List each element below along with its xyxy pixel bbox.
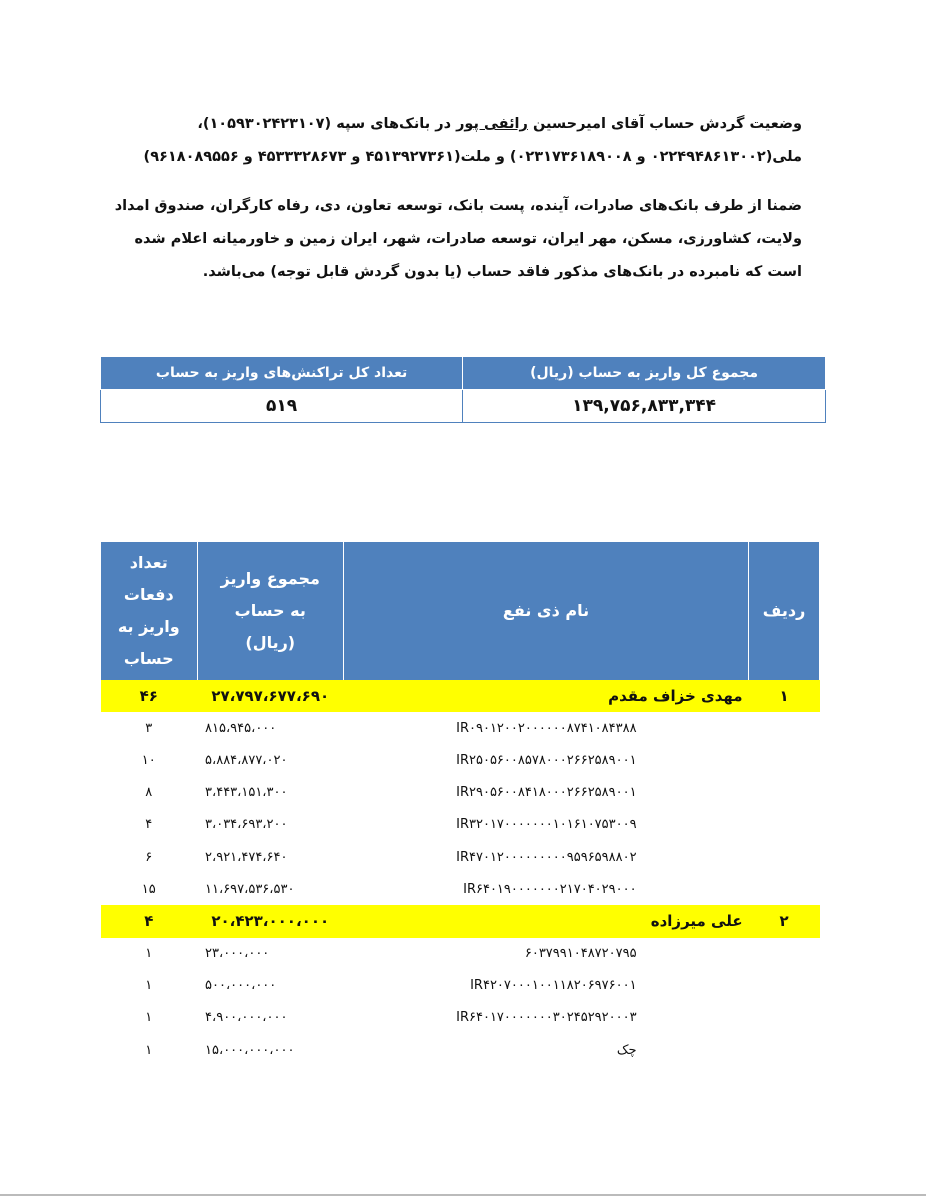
deposit-amount-cell: ۱۵،۰۰۰،۰۰۰،۰۰۰ xyxy=(205,1042,295,1058)
account-row xyxy=(101,809,820,841)
account-row xyxy=(101,712,820,744)
account-number-cell: IR۲۵۰۵۶۰۰۸۵۷۸۰۰۰۲۶۶۲۵۸۹۰۰۱ xyxy=(456,752,637,768)
row-number-cell xyxy=(749,873,820,905)
summary-total-header: مجموع کل واریز به حساب (ریال) xyxy=(463,357,826,390)
account-number-cell: چک xyxy=(616,1042,637,1058)
beneficiary-name-cell: مهدی خزاف مقدم xyxy=(343,680,748,712)
deposit-amount-cell: ۱۱،۶۹۷،۵۳۶،۵۳۰ xyxy=(205,881,295,897)
row-number-cell xyxy=(749,841,820,873)
row-number-cell: ۲ xyxy=(749,905,820,937)
summary-value-row xyxy=(101,390,826,423)
account-number-cell: IR۰۹۰۱۲۰۰۲۰۰۰۰۰۰۸۷۴۱۰۸۴۳۸۸ xyxy=(456,720,637,736)
account-row xyxy=(101,1034,820,1066)
banks-note-paragraph: ضمنا از طرف بانک‌های صادرات، آینده، پست بانک، توسعه تعاون، دی، رفاه کارگران، صندوق امداد ولایت، کشاورزی، مسکن، مهر ایران، توسعه صادرات، شهر، ایران زمین و خاورمیانه اعلام شده است که نامبرده در بانک‌های مذکور فاقد حساب (یا بدون گردش قابل توجه) می‌باشد. xyxy=(114,198,802,280)
deposit-count-cell: ۱ xyxy=(145,1042,153,1058)
row-number-cell xyxy=(749,712,820,744)
row-number-cell xyxy=(749,938,820,970)
deposit-amount-cell: ۲۷،۷۹۷،۶۷۷،۶۹۰ xyxy=(197,680,343,712)
account-status-heading xyxy=(112,108,802,174)
deposit-amount-cell: ۵۰۰،۰۰۰،۰۰۰ xyxy=(205,978,277,994)
row-number-cell xyxy=(749,1002,820,1034)
beneficiary-name-cell: علی میرزاده xyxy=(343,905,748,937)
summary-table xyxy=(100,356,826,423)
account-row xyxy=(101,744,820,776)
account-row xyxy=(101,970,820,1002)
deposit-count-cell: ۱ xyxy=(145,1010,153,1026)
deposit-count-cell: ۴ xyxy=(101,905,198,937)
summary-total-value: ۱۳۹,۷۵۶,۸۳۳,۳۴۴ xyxy=(463,390,826,423)
beneficiary-row xyxy=(101,680,820,712)
account-row xyxy=(101,1002,820,1034)
account-row xyxy=(101,938,820,970)
row-number-cell xyxy=(749,970,820,1002)
row-number-cell xyxy=(749,1034,820,1066)
account-row xyxy=(101,777,820,809)
heading-part-2: در بانک‌های سپه (۱۰۵۹۳۰۲۴۲۳۱۰۷)، ملی(۰۲۲۴۹۴۸۶۱۳۰۰۲ و ۰۲۳۱۷۳۶۱۸۹۰۰۸) و ملت(۴۵۱۳۹۲۷۳۶۱ و ۴۵۳۳۳۲۸۶۷۳ و ۹۶۱۸۰۸۹۵۵۶) xyxy=(143,116,802,165)
deposit-amount-cell: ۳،۴۴۳،۱۵۱،۳۰۰ xyxy=(205,785,288,801)
deposit-amount-cell: ۲۳،۰۰۰،۰۰۰ xyxy=(205,946,270,962)
heading-surname: رائفی پور xyxy=(456,116,528,132)
header-beneficiary-name: نام ذی نفع xyxy=(343,542,748,680)
row-number-cell xyxy=(749,777,820,809)
deposit-count-cell: ۴۶ xyxy=(101,680,198,712)
account-row xyxy=(101,841,820,873)
summary-header-row xyxy=(101,357,826,390)
deposit-amount-cell: ۵،۸۸۴،۸۷۷،۰۲۰ xyxy=(205,752,288,768)
heading-part-1: وضعیت گردش حساب آقای امیرحسین xyxy=(527,116,802,132)
deposit-amount-cell: ۲،۹۲۱،۴۷۴،۶۴۰ xyxy=(205,849,288,865)
deposit-amount-cell: ۴،۹۰۰،۰۰۰،۰۰۰ xyxy=(205,1010,288,1026)
details-header-row xyxy=(101,542,820,680)
account-number-cell: IR۶۴۰۱۹۰۰۰۰۰۰۰۲۱۷۰۴۰۲۹۰۰۰ xyxy=(463,881,637,897)
account-number-cell: IR۶۴۰۱۷۰۰۰۰۰۰۰۳۰۲۴۵۲۹۲۰۰۰۳ xyxy=(456,1010,637,1026)
account-number-cell: IR۴۲۰۷۰۰۰۱۰۰۱۱۸۲۰۶۹۷۶۰۰۱ xyxy=(470,978,637,994)
header-total-deposit: مجموع واریز به حساب (ریال) xyxy=(197,542,343,680)
deposit-amount-cell: ۸۱۵،۹۴۵،۰۰۰ xyxy=(205,720,277,736)
deposit-amount-cell: ۲۰،۴۲۳،۰۰۰،۰۰۰ xyxy=(197,905,343,937)
account-number-cell: ۶۰۳۷۹۹۱۰۴۸۷۲۰۷۹۵ xyxy=(524,946,637,962)
account-number-cell: IR۳۲۰۱۷۰۰۰۰۰۰۰۱۰۱۶۱۰۷۵۳۰۰۹ xyxy=(456,817,637,833)
row-number-cell: ۱ xyxy=(749,680,820,712)
deposit-count-cell: ۸ xyxy=(145,785,153,801)
account-row xyxy=(101,873,820,905)
page-bottom-border xyxy=(0,1194,926,1196)
deposit-count-cell: ۶ xyxy=(145,849,153,865)
row-number-cell xyxy=(749,744,820,776)
deposit-count-cell: ۱۵ xyxy=(141,881,156,897)
account-number-cell: IR۲۹۰۵۶۰۰۸۴۱۸۰۰۰۲۶۶۲۵۸۹۰۰۱ xyxy=(456,785,637,801)
deposit-count-cell: ۱۰ xyxy=(141,752,156,768)
beneficiary-row xyxy=(101,905,820,937)
deposit-count-cell: ۳ xyxy=(145,720,153,736)
header-deposit-count: تعداد دفعات واریز به حساب xyxy=(101,542,198,680)
summary-count-value: ۵۱۹ xyxy=(101,390,463,423)
details-body xyxy=(101,680,820,1066)
details-table xyxy=(100,542,820,1066)
summary-count-header: تعداد کل تراکنش‌های واریز به حساب xyxy=(101,357,463,390)
deposit-count-cell: ۱ xyxy=(145,946,153,962)
account-number-cell: IR۴۷۰۱۲۰۰۰۰۰۰۰۰۰۹۵۹۶۵۹۸۸۰۲ xyxy=(456,849,637,865)
deposit-amount-cell: ۳،۰۳۴،۶۹۳،۲۰۰ xyxy=(205,817,288,833)
header-row-number: ردیف xyxy=(749,542,820,680)
row-number-cell xyxy=(749,809,820,841)
deposit-count-cell: ۱ xyxy=(145,978,153,994)
deposit-count-cell: ۴ xyxy=(145,817,153,833)
